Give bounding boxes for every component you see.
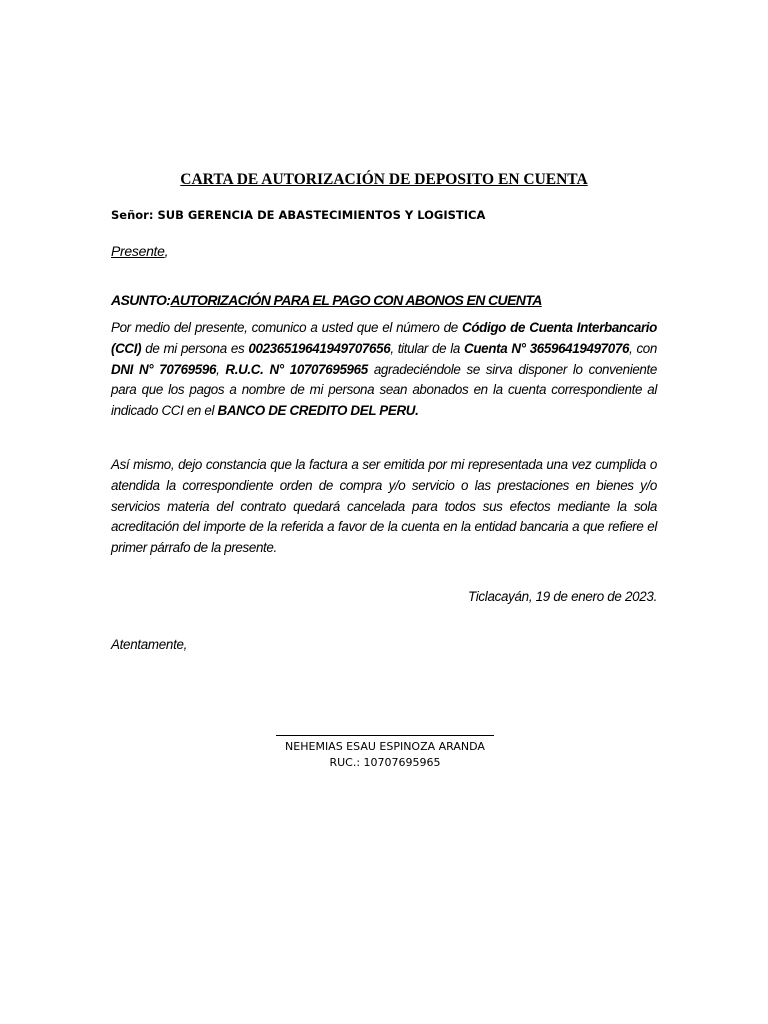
p1-text-4: , con: [629, 340, 657, 356]
p1-text-5: ,: [216, 361, 226, 377]
greeting-text: Presente: [111, 243, 165, 259]
p1-bank-name: BANCO DE CREDITO DEL PERU.: [217, 403, 419, 419]
date-line: Ticlacayán, 19 de enero de 2023.: [467, 589, 657, 604]
p1-text-2: de mi persona es: [141, 340, 249, 356]
paragraph-2: Así mismo, dejo constancia que la factura a ser emitida por mi representada una vez cumplida o atendida la correspondiente orden de compra y/o servicio o las prestaciones en bienes y/o servicios materia del contrato quedará cancelada para todos sus efectos mediante la sola acreditación del importe de la referida a favor de la cuenta en la entidad bancaria a que refiere el primer párrafo de la presente.: [111, 457, 657, 556]
subject-text: AUTORIZACIÓN PARA EL PAGO CON ABONOS EN CUENTA: [170, 292, 542, 308]
closing: Atentamente,: [111, 637, 188, 652]
greeting-punct: ,: [164, 243, 169, 259]
recipient-line: [111, 208, 485, 222]
recipient-text: Señor: SUB GERENCIA DE ABASTECIMIENTOS Y LOGISTICA: [111, 208, 486, 222]
subject-line: [111, 292, 542, 308]
p1-text-3: , titular de la: [390, 340, 465, 356]
subject-label: ASUNTO:: [111, 292, 171, 308]
letter-title: [0, 171, 768, 189]
p1-account-number: Cuenta N° 36596419497076: [464, 340, 630, 356]
signature-name: NEHEMIAS ESAU ESPINOZA ARANDA: [285, 740, 485, 753]
p1-dni: DNI N° 70769596: [111, 361, 217, 377]
p1-text-1: Por medio del presente, comunico a usted que el número de: [111, 320, 462, 335]
p1-text-6: agradeciéndole se sirva disponer lo conveniente para que los pagos a nombre de mi persona sean abonados en la cuenta correspondiente al indicado CCI en el: [111, 361, 657, 419]
letter-title-text: CARTA DE AUTORIZACIÓN DE DEPOSITO EN CUENTA: [180, 171, 588, 188]
signature-ruc: RUC.: 10707695965: [329, 756, 441, 769]
paragraph-1: [111, 318, 657, 422]
greeting: [111, 243, 168, 259]
p1-cci-number: 00236519641949707656: [248, 340, 391, 356]
p1-ruc: R.U.C. N° 10707695965: [225, 361, 368, 377]
p1-cci-label: Código de Cuenta Interbancario (CCI): [111, 320, 658, 356]
signature-line: [276, 735, 494, 736]
